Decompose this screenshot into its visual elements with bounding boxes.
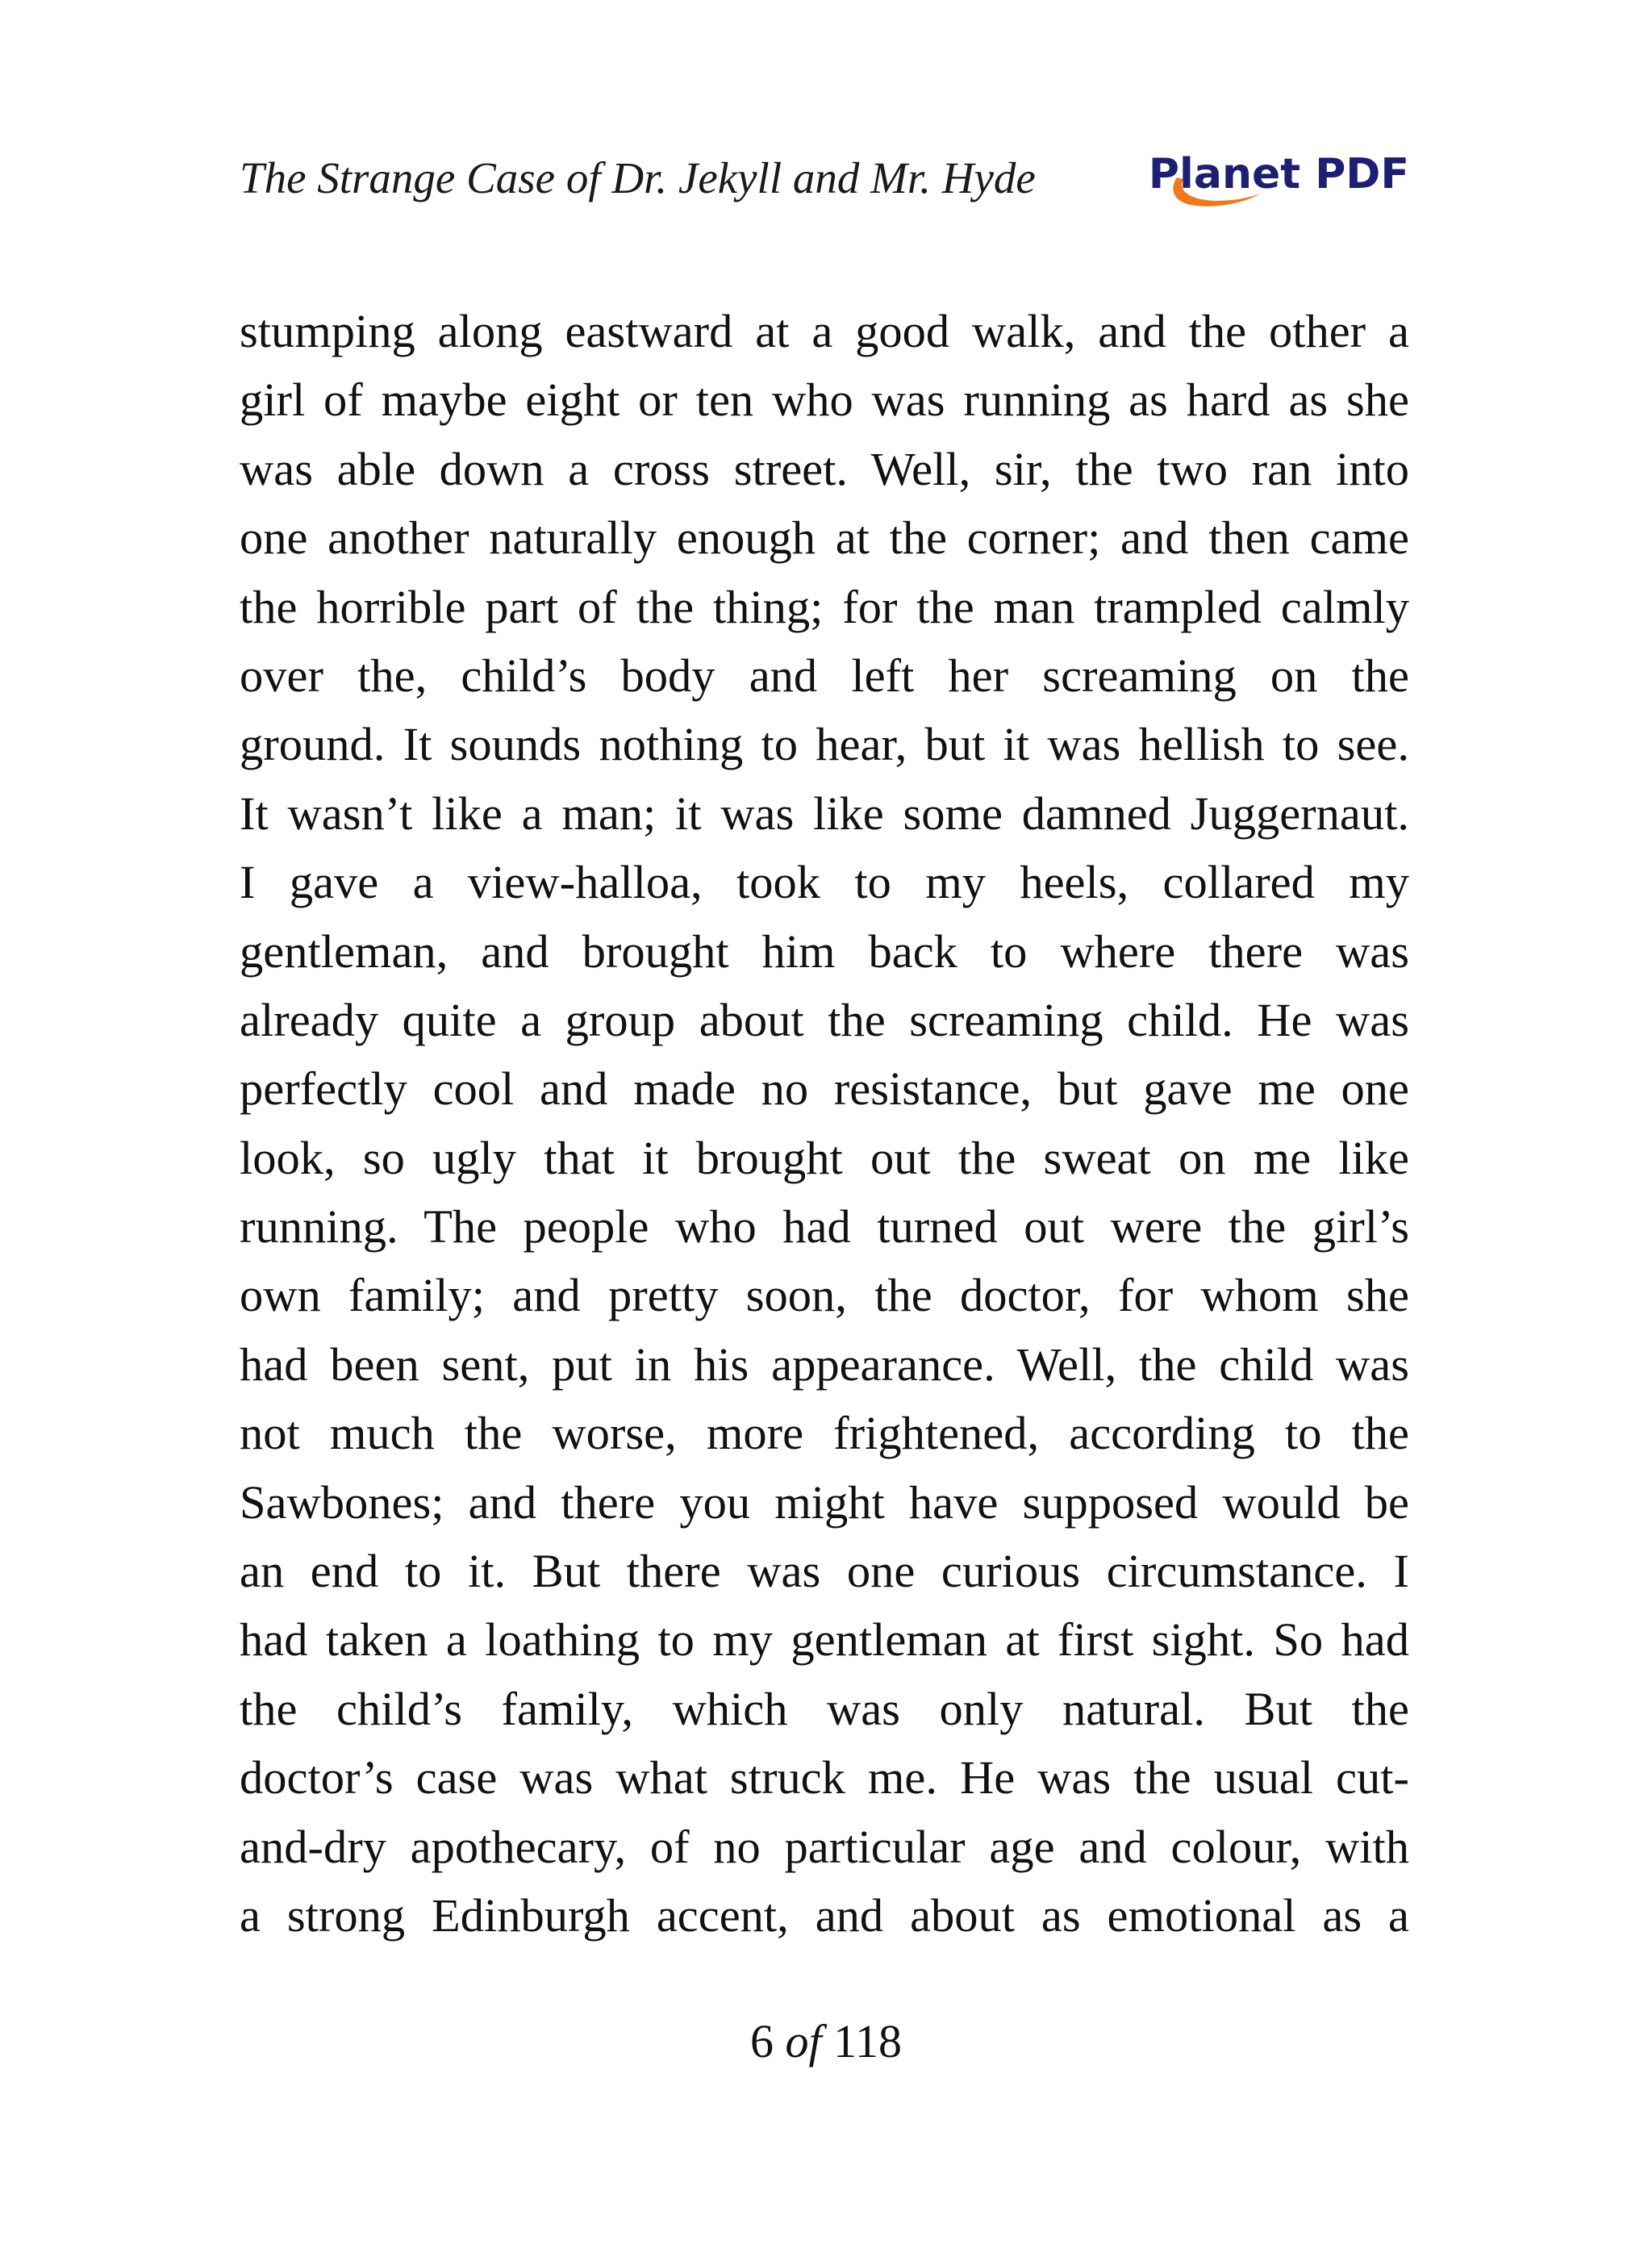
text-line-content: doctor’s case was what struck me. He was the usual cut- [240, 1751, 1409, 1804]
text-line-content: the child’s family, which was only natural. But the [240, 1682, 1409, 1735]
text-line [240, 1261, 1409, 1329]
text-line-content: had taken a loathing to my gentleman at first sight. So had [240, 1613, 1409, 1667]
text-line-content: already quite a group about the screaming child. He was [240, 993, 1409, 1046]
text-line [240, 365, 1409, 434]
text-line-content: over the, child’s body and left her screaming on the [240, 649, 1409, 702]
text-line [240, 503, 1409, 572]
text-line-content: perfectly cool and made no resistance, but gave me one [240, 1062, 1409, 1116]
text-line [240, 297, 1409, 365]
text-line-content: not much the worse, more frightened, according to the [240, 1407, 1409, 1460]
text-line [240, 986, 1409, 1054]
text-line-content: I gave a view-halloa, took to my heels, collared my [240, 856, 1409, 909]
text-line [240, 917, 1409, 986]
text-line [240, 1743, 1409, 1812]
text-line-content: and-dry apothecary, of no particular age and colour, with [240, 1820, 1409, 1873]
page-number [0, 2013, 1652, 2070]
logo-text: Planet PDF [1148, 150, 1409, 198]
text-line [240, 1054, 1409, 1123]
text-line-content: had been sent, put in his appearance. Well, the child was [240, 1337, 1409, 1391]
text-line-content: ground. It sounds nothing to hear, but it was hellish to see. [240, 718, 1409, 771]
text-line-content: gentleman, and brought him back to where there was [240, 924, 1409, 978]
book-title: The Strange Case of Dr. Jekyll and Mr. Hyde [240, 153, 1036, 202]
page-header [240, 145, 1409, 218]
text-line [240, 1399, 1409, 1467]
text-line [240, 435, 1409, 503]
text-line-content: stumping along eastward at a good walk, and the other a [240, 305, 1409, 357]
text-line-content: a strong Edinburgh accent, and about as emotional as a [240, 1888, 1409, 1942]
text-line [240, 1813, 1409, 1881]
page-total: 118 [833, 2015, 902, 2067]
text-line-content: Sawbones; and there you might have supposed would be [240, 1475, 1409, 1529]
text-line-content: one another naturally enough at the corner; and then came [240, 511, 1409, 565]
text-line [240, 1537, 1409, 1605]
text-line-content: own family; and pretty soon, the doctor, for whom she [240, 1269, 1409, 1322]
text-line-content: look, so ugly that it brought out the sweat on me like [240, 1131, 1409, 1184]
page-of: of [785, 2015, 822, 2067]
text-line [240, 1124, 1409, 1192]
text-line [240, 1330, 1409, 1399]
text-line-content: an end to it. But there was one curious circumstance. I [240, 1545, 1409, 1598]
text-line [240, 641, 1409, 710]
text-line [240, 1192, 1409, 1261]
text-line [240, 1605, 1409, 1674]
text-line-content: the horrible part of the thing; for the man trampled calmly [240, 580, 1409, 633]
text-line-content: girl of maybe eight or ten who was running as hard as she [240, 373, 1409, 427]
text-line [240, 1881, 1409, 1950]
text-line [240, 573, 1409, 641]
text-line [240, 1675, 1409, 1743]
text-line-content: It wasn’t like a man; it was like some damned Juggernaut. [240, 786, 1409, 840]
text-line [240, 710, 1409, 778]
page-body [240, 297, 1409, 1950]
text-line [240, 779, 1409, 848]
text-line [240, 1468, 1409, 1537]
planet-pdf-logo [1148, 145, 1409, 218]
page-current: 6 [750, 2015, 774, 2067]
text-line [240, 848, 1409, 916]
text-line-content: was able down a cross street. Well, sir, the two ran into [240, 442, 1409, 495]
text-line-content: running. The people who had turned out were the girl’s [240, 1200, 1409, 1254]
